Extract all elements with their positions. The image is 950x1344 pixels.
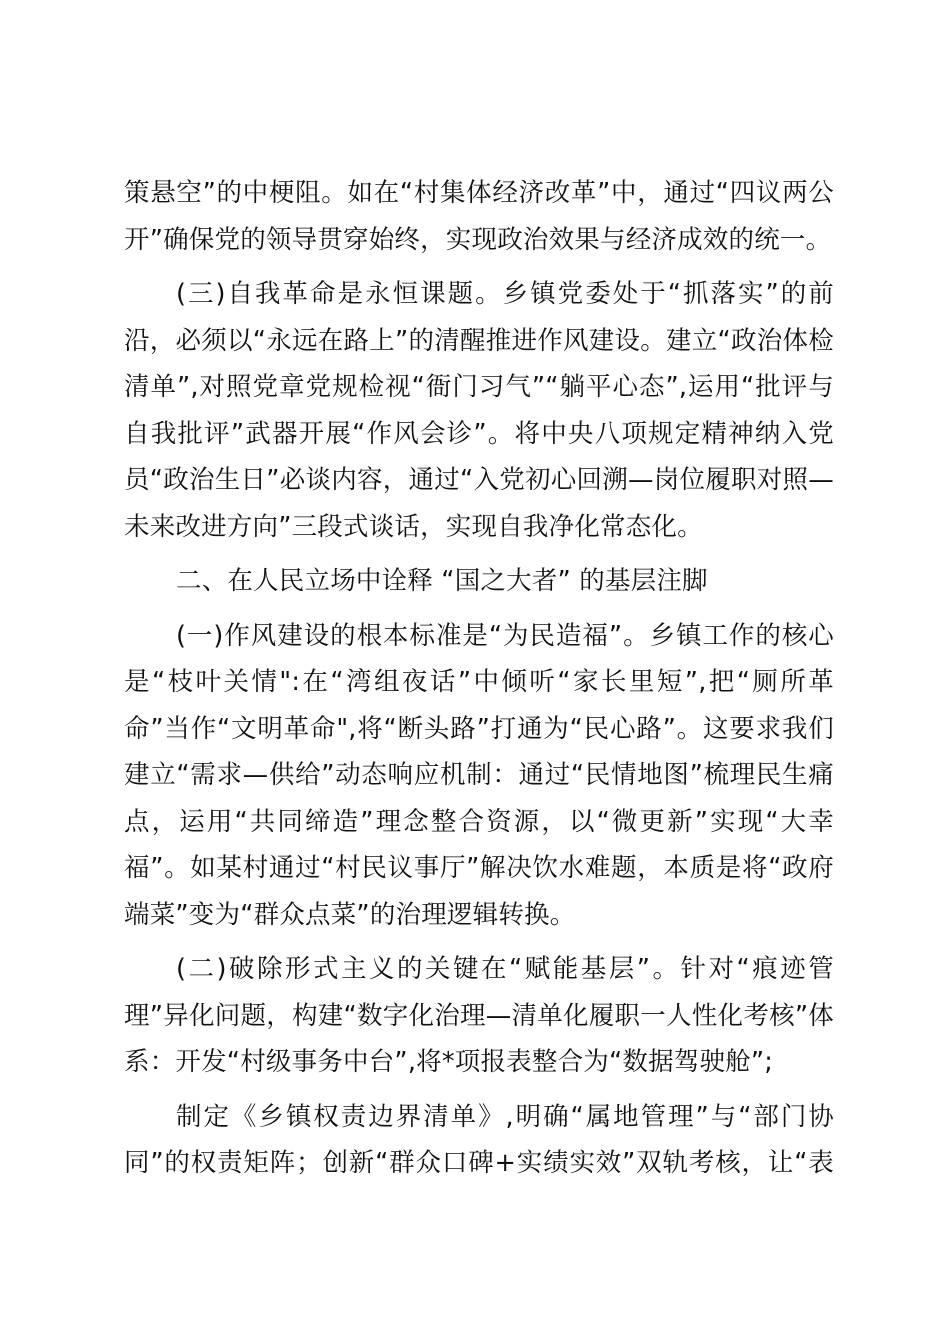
text-line: 点，运用“共同缔造”理念整合资源，以“微更新”实现“大幸 <box>124 806 834 837</box>
text-line: 命”当作“文明革命",将“断头路”打通为“民心路”。这要求我们 <box>124 713 834 744</box>
paragraph-heading: (二)破除形式主义的关键在“赋能基层”。针对“痕迹管 <box>176 954 834 984</box>
text-line: 自我批评”武器开展“作风会诊”。将中央八项规定精神纳入党 <box>124 418 834 449</box>
text-line: 系：开发“村级事务中台”,将*项报表整合为“数据驾驶舱”; <box>124 1047 774 1077</box>
section-heading: 二、在人民立场中诠释 “国之大者” 的基层注脚 <box>176 566 708 596</box>
paragraph-heading: (三)自我革命是永恒课题。乡镇党委处于“抓落实”的前 <box>176 279 834 309</box>
text-line: 同”的权责矩阵；创新“群众口碑+实绩实效”双轨考核，让“表 <box>124 1148 834 1178</box>
text-line: 开”确保党的领导贯穿始终，实现政治效果与经济成效的统一。 <box>124 224 832 255</box>
text-line: 清单”,对照党章党规检视“衙门习气”“躺平心态”,运用“批评与 <box>124 372 834 402</box>
text-line: 建立“需求—供给”动态响应机制：通过“民情地图”梳理民生痛 <box>124 760 834 790</box>
text-line: 沿，必须以“永远在路上”的清醒推进作风建设。建立“政治体检 <box>124 325 834 356</box>
text-line: 策悬空”的中梗阻。如在“村集体经济改革”中，通过“四议两公 <box>124 178 834 208</box>
body-text <box>124 170 834 1187</box>
text-line: 员“政治生日”必谈内容，通过“入党初心回溯—岗位履职对照— <box>124 465 834 495</box>
text-line: 福”。如某村通过“村民议事厅”解决饮水难题，本质是将“政府 <box>124 853 834 883</box>
text-line: 制定《乡镇权责边界清单》,明确“属地管理”与“部门协 <box>176 1101 834 1132</box>
text-line: 是“枝叶关情":在“湾组夜话”中倾听“家长里短”,把“厕所革 <box>124 667 834 697</box>
paragraph-heading: (一)作风建设的根本标准是“为民造福”。乡镇工作的核心 <box>176 620 834 651</box>
text-line: 理”异化问题，构建“数字化治理—清单化履职一人性化考核”体 <box>124 1000 834 1031</box>
text-line: 未来改进方向”三段式谈话，实现自我净化常态化。 <box>124 511 703 542</box>
text-line: 端菜”变为“群众点菜”的治理逻辑转换。 <box>124 899 576 930</box>
